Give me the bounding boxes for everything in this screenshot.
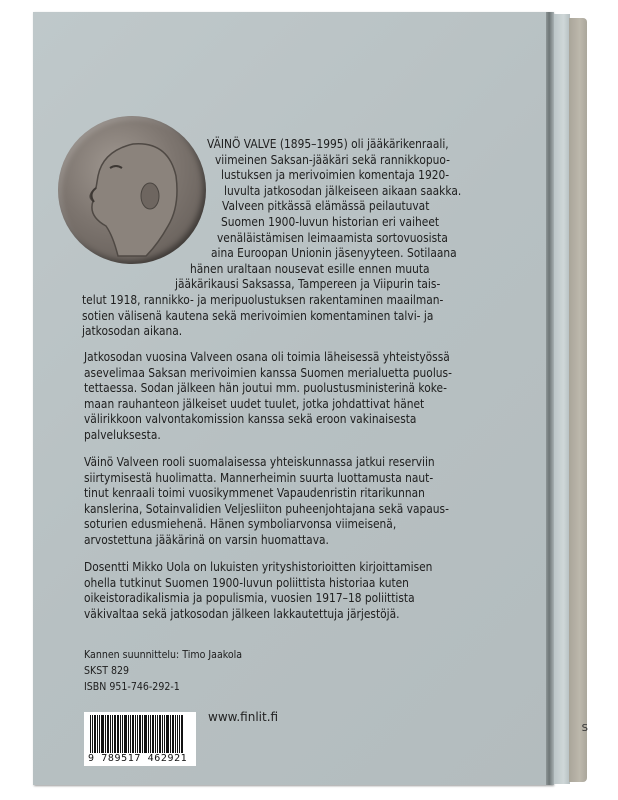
paragraph-3-line: kanslerina, Sotainvalidien Veljesliiton puheenjohtajana sekä vapaus- xyxy=(84,500,449,516)
barcode-bar xyxy=(150,715,151,753)
paragraph-2-line: tettaessa. Sodan jälkeen hän joutui mm. puolustusministerinä koke- xyxy=(84,380,447,396)
barcode-bar xyxy=(114,715,116,753)
paragraph-1-line: VÄINÖ VALVE (1895–1995) oli jääkärikenraali, xyxy=(207,136,449,151)
medal-relief xyxy=(58,116,206,264)
barcode-bar xyxy=(148,715,149,753)
barcode-bar xyxy=(92,715,93,753)
book-spine xyxy=(569,18,587,782)
paragraph-2-line: asevelimaa Saksan merivoimien kanssa Suomen merialuetta puolus- xyxy=(84,364,452,380)
barcode-bar xyxy=(159,715,161,753)
paragraph-2-line: maan rauhanteon jälkeiset uudet tuulet, jotka johdattivat hänet xyxy=(84,395,425,411)
barcode-bar xyxy=(177,715,178,753)
book-spine-edge xyxy=(554,14,570,784)
barcode-bar xyxy=(132,715,134,753)
paragraph-3-line: tinut kenraali toimi vuosikymmenet Vapaudenristin ritarikunnan xyxy=(84,485,425,501)
barcode-bar xyxy=(162,715,163,753)
barcode-bar xyxy=(124,715,127,753)
barcode-bar xyxy=(112,715,113,753)
paragraph-3-line: arvostettuna jääkärinä on varsin huomattava. xyxy=(84,532,329,547)
barcode-bar xyxy=(181,715,183,753)
barcode-bar xyxy=(94,715,96,753)
paragraph-1-line: lustuksen ja merivoimien komentaja 1920- xyxy=(221,167,450,183)
paragraph-4-line: Dosentti Mikko Uola on lukuisten yrityshistorioitten kirjoittamisen xyxy=(84,559,433,574)
paragraph-3-line: siirtymisestä huolimatta. Mannerheimin suurta luottamusta naut- xyxy=(84,469,434,485)
paragraph-1-line: Suomen 1900-luvun historian eri vaiheet xyxy=(221,214,440,229)
paragraph-2-line: välirikkoon valvontakomission kanssa sekä eroon vakinaisesta xyxy=(84,411,417,427)
portrait-medal-image xyxy=(58,116,206,264)
barcode-bar xyxy=(155,715,156,753)
cover-designer-credit: Kannen suunnittelu: Timo Jaakola xyxy=(84,648,243,661)
paragraph-3-line: soturien edusmiehenä. Hänen symboliarvonsa viimeisenä, xyxy=(84,516,397,532)
barcode-bar xyxy=(99,715,100,753)
series-number: SKST 829 xyxy=(84,664,130,677)
paragraph-1-line: venäläistämisen leimaamista sortovuosista xyxy=(217,229,448,245)
paragraph-1-line: luvulta jatkosodan jälkeiseen aikaan saakka. xyxy=(224,182,462,198)
barcode-bar xyxy=(122,715,123,753)
barcode-bar xyxy=(157,715,158,753)
isbn-barcode xyxy=(84,712,196,766)
paragraph-4-line: ohella tutkinut Suomen 1900-luvun poliittista historiaa kuten xyxy=(84,574,409,590)
barcode-bar xyxy=(101,715,104,753)
barcode-bar xyxy=(110,715,111,753)
paragraph-2-line: palveluksesta. xyxy=(84,427,161,442)
paragraph-1-line: jääkärikausi Saksassa, Tampereen ja Viipurin tais- xyxy=(175,276,441,292)
paragraph-1-line: jatkosodan aikana. xyxy=(82,323,183,339)
barcode-bar xyxy=(166,715,169,753)
barcode-bars xyxy=(90,715,190,753)
barcode-bar xyxy=(128,715,129,753)
cover-hinge xyxy=(546,12,554,785)
barcode-bar xyxy=(117,715,119,753)
barcode-bar xyxy=(152,715,154,753)
barcode-bar xyxy=(172,715,174,753)
paragraph-1-line: viimeinen Saksan-jääkäri sekä rannikkopuo- xyxy=(215,151,450,167)
paragraph-4-line: väkivaltaa sekä jatkosodan jälkeen lakkautettuja järjestöjä. xyxy=(84,605,400,621)
barcode-bar xyxy=(120,715,121,753)
barcode-bar xyxy=(107,715,109,753)
paragraph-4-line: oikeistoradikalismia ja populismia, vuosien 1917–18 poliittista xyxy=(84,590,415,606)
paragraph-1-line: telut 1918, rannikko- ja meripuolustuksen rakentaminen maailman- xyxy=(82,292,444,307)
paragraph-1-line: aina Euroopan Unionin jäsenyyteen. Sotilaana xyxy=(211,245,457,261)
isbn: ISBN 951-746-292-1 xyxy=(84,680,180,693)
paragraph-2-line: Jatkosodan vuosina Valveen osana oli toimia läheisessä yhteistyössä xyxy=(84,349,450,364)
barcode-bar xyxy=(130,715,131,753)
barcode-bar xyxy=(179,715,180,753)
barcode-number: 9 789517 462921 xyxy=(88,753,188,764)
barcode-bar xyxy=(175,715,176,753)
barcode-bar xyxy=(170,715,171,753)
paragraph-3-line: Väinö Valveen rooli suomalaisessa yhteiskunnassa jatkui reserviin xyxy=(84,454,435,469)
barcode-bar xyxy=(90,715,91,753)
paragraph-1-line: hänen uraltaan nousevat esille ennen muuta xyxy=(190,260,430,276)
spine-letter: S xyxy=(581,723,588,734)
paragraph-1-line: sotien välisenä kautena sekä merivoimien komentaminen talvi- ja xyxy=(82,307,434,323)
barcode-bar xyxy=(135,715,136,753)
paragraph-1-line: Valveen pitkässä elämässä peilautuvat xyxy=(222,198,430,214)
barcode-bar xyxy=(137,715,138,753)
barcode-bar xyxy=(142,715,143,753)
barcode-bar xyxy=(139,715,141,753)
barcode-bar xyxy=(97,715,98,753)
barcode-bar xyxy=(164,715,165,753)
barcode-bar xyxy=(105,715,106,753)
publisher-website: www.finlit.fi xyxy=(208,710,279,724)
barcode-bar xyxy=(144,715,147,753)
